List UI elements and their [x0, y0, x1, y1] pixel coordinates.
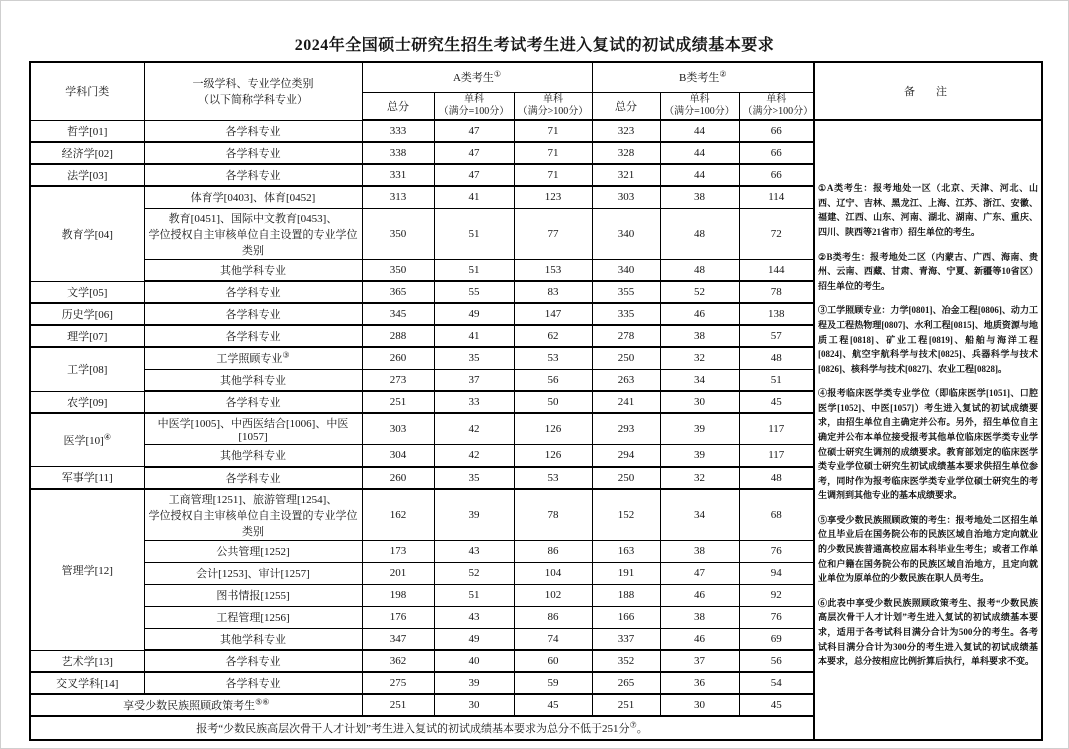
- score-cell: 275: [362, 672, 434, 694]
- score-cell: 37: [660, 650, 739, 672]
- header-a-total: 总分: [362, 92, 434, 120]
- score-cell: 71: [514, 164, 592, 186]
- score-cell: 51: [434, 208, 514, 259]
- score-cell: 66: [739, 120, 814, 142]
- score-cell: 323: [592, 120, 660, 142]
- score-cell: 260: [362, 347, 434, 369]
- score-cell: 338: [362, 142, 434, 164]
- score-cell: 86: [514, 606, 592, 628]
- category-cell: 教育学[04]: [30, 186, 144, 281]
- footnote-marker-5-6: ⑤⑥: [255, 697, 270, 707]
- score-cell: 32: [660, 347, 739, 369]
- score-cell: 43: [434, 540, 514, 562]
- header-discipline: [144, 62, 362, 120]
- score-cell: 278: [592, 325, 660, 347]
- major-cell: 工商管理[1251]、旅游管理[1254]、 学位授权自主审核单位自主设置的专业学位类别: [144, 489, 362, 541]
- remark-paragraph-4: ④报考临床医学类专业学位（即临床医学[1051]、口腔医学[1052]、中医[1057]）考生进入复试的初试成绩要求，由招生单位自主确定并公布。另外，招生单位自主确定并公布本单位接受报考其他单位临床医学类专业学位硕士研究生调剂的成绩要求。教育部划定的临床医学类专业学位硕士研究生初试成绩基本要求供招生单位参考，同时作为报考临床医学类专业学位硕士研究生的考生调剂到其他专业的基本成绩要求。: [818, 388, 1039, 501]
- score-cell: 47: [434, 164, 514, 186]
- score-cell: 340: [592, 259, 660, 281]
- score-cell: 153: [514, 259, 592, 281]
- major-cell: 各学科专业: [144, 391, 362, 413]
- score-cell: 34: [660, 489, 739, 541]
- score-cell: 191: [592, 562, 660, 584]
- score-cell: 39: [434, 489, 514, 541]
- score-cell: 53: [514, 467, 592, 489]
- score-cell: 345: [362, 303, 434, 325]
- score-cell: 74: [514, 628, 592, 650]
- score-cell: 33: [434, 391, 514, 413]
- score-cell: 49: [434, 303, 514, 325]
- score-cell: 42: [434, 413, 514, 445]
- category-cell: 工学[08]: [30, 347, 144, 391]
- major-cell: 各学科专业: [144, 164, 362, 186]
- score-cell: 41: [434, 325, 514, 347]
- major-cell: 其他学科专业: [144, 259, 362, 281]
- score-cell: 45: [739, 391, 814, 413]
- remark-paragraph-5: ⑤享受少数民族照顾政策的考生：报考地处二区招生单位且毕业后在国务院公布的民族区域自治地方定向就业的少数民族普通高校应届本科毕业生考生；或者工作单位和户籍在国务院公布的民族区域自治地方，且定向就业单位为原单位的少数民族在职人员考生。: [818, 514, 1039, 584]
- score-cell: 53: [514, 347, 592, 369]
- score-cell: 188: [592, 584, 660, 606]
- major-cell: 其他学科专业: [144, 628, 362, 650]
- score-cell: 39: [660, 445, 739, 467]
- score-cell: 123: [514, 186, 592, 208]
- score-cell: 34: [660, 369, 739, 391]
- score-cell: 241: [592, 391, 660, 413]
- score-cell: 166: [592, 606, 660, 628]
- score-cell: 45: [739, 694, 814, 716]
- score-cell: 250: [592, 467, 660, 489]
- category-cell: 艺术学[13]: [30, 650, 144, 672]
- score-requirements-table: [29, 61, 1043, 741]
- score-cell: 48: [660, 259, 739, 281]
- score-cell: 335: [592, 303, 660, 325]
- score-cell: 30: [660, 694, 739, 716]
- header-b-single100: 单科 （满分=100分）: [660, 92, 739, 120]
- page-title: 2024年全国硕士研究生招生考试考生进入复试的初试成绩基本要求: [294, 37, 775, 54]
- major-cell: 各学科专业: [144, 142, 362, 164]
- score-cell: 126: [514, 413, 592, 445]
- score-cell: 77: [514, 208, 592, 259]
- score-cell: 66: [739, 164, 814, 186]
- major-cell: 会计[1253]、审计[1257]: [144, 562, 362, 584]
- score-cell: 46: [660, 303, 739, 325]
- major-cell: 公共管理[1252]: [144, 540, 362, 562]
- header-b-total: 总分: [592, 92, 660, 120]
- score-cell: 52: [434, 562, 514, 584]
- score-cell: 321: [592, 164, 660, 186]
- score-cell: 251: [592, 694, 660, 716]
- score-cell: 294: [592, 445, 660, 467]
- score-cell: 352: [592, 650, 660, 672]
- score-cell: 54: [739, 672, 814, 694]
- score-cell: 147: [514, 303, 592, 325]
- score-cell: 62: [514, 325, 592, 347]
- score-cell: 38: [660, 325, 739, 347]
- score-cell: 52: [660, 281, 739, 303]
- score-cell: 94: [739, 562, 814, 584]
- score-cell: 251: [362, 391, 434, 413]
- major-cell: 中医学[1005]、中西医结合[1006]、中医[1057]: [144, 413, 362, 445]
- score-cell: 46: [660, 628, 739, 650]
- table-row: [30, 120, 1042, 142]
- score-cell: 51: [739, 369, 814, 391]
- remark-paragraph-1: ①A类考生：报考地处一区（北京、天津、河北、山西、辽宁、吉林、黑龙江、上海、江苏、浙江、安徽、福建、江西、山东、河南、湖北、湖南、广东、重庆、四川、陕西等21省市）招生单位的考生。: [818, 183, 1039, 238]
- score-cell: 76: [739, 540, 814, 562]
- score-cell: 60: [514, 650, 592, 672]
- score-cell: 138: [739, 303, 814, 325]
- score-cell: 350: [362, 259, 434, 281]
- score-cell: 201: [362, 562, 434, 584]
- score-cell: 38: [660, 540, 739, 562]
- category-cell: 交叉学科[14]: [30, 672, 144, 694]
- footnote-marker-2: ②: [719, 69, 727, 79]
- header-discipline-line2: （以下简称学科专业）: [198, 94, 308, 107]
- score-cell: 50: [514, 391, 592, 413]
- footnote-marker-1: ①: [493, 69, 502, 79]
- category-cell: 农学[09]: [30, 391, 144, 413]
- remark-paragraph-6: ⑥此表中享受少数民族照顾政策考生、报考“少数民族高层次骨干人才计划”考生进入复试的初试成绩基本要求，适用于各考试科目满分合计为500分的考生。各考试科目满分合计为300分的考生进入复试的初试成绩基本要求，总分按相应比例折算后执行，单科要求不变。: [818, 597, 1039, 667]
- score-cell: 92: [739, 584, 814, 606]
- score-cell: 288: [362, 325, 434, 347]
- score-cell: 51: [434, 259, 514, 281]
- score-cell: 114: [739, 186, 814, 208]
- score-cell: 313: [362, 186, 434, 208]
- score-cell: 56: [514, 369, 592, 391]
- major-cell: 其他学科专业: [144, 445, 362, 467]
- major-cell: 工学照顾专业③: [144, 347, 362, 369]
- score-cell: 56: [739, 650, 814, 672]
- score-cell: 49: [434, 628, 514, 650]
- score-cell: 333: [362, 120, 434, 142]
- score-cell: 328: [592, 142, 660, 164]
- category-cell: 经济学[02]: [30, 142, 144, 164]
- score-cell: 173: [362, 540, 434, 562]
- score-cell: 144: [739, 259, 814, 281]
- category-cell: 历史学[06]: [30, 303, 144, 325]
- score-cell: 44: [660, 120, 739, 142]
- score-cell: 347: [362, 628, 434, 650]
- score-cell: 163: [592, 540, 660, 562]
- score-cell: 42: [434, 445, 514, 467]
- major-cell: 工程管理[1256]: [144, 606, 362, 628]
- header-a-single-over100: 单科 （满分>100分）: [514, 92, 592, 120]
- major-cell: 各学科专业: [144, 120, 362, 142]
- major-cell: 其他学科专业: [144, 369, 362, 391]
- minority-policy-cell: 享受少数民族照顾政策考生⑤⑥: [30, 694, 362, 716]
- score-cell: 76: [739, 606, 814, 628]
- major-cell: 各学科专业: [144, 325, 362, 347]
- footer-note: 报考“少数民族高层次骨干人才计划”考生进入复试的初试成绩基本要求为总分不低于251分⑦。: [30, 716, 814, 740]
- score-cell: 78: [514, 489, 592, 541]
- header-b-single-over100: 单科 （满分>100分）: [739, 92, 814, 120]
- score-cell: 83: [514, 281, 592, 303]
- score-cell: 46: [660, 584, 739, 606]
- score-cell: 117: [739, 413, 814, 445]
- major-cell: 图书情报[1255]: [144, 584, 362, 606]
- category-cell: 文学[05]: [30, 281, 144, 303]
- score-cell: 102: [514, 584, 592, 606]
- score-cell: 45: [514, 694, 592, 716]
- score-cell: 38: [660, 606, 739, 628]
- category-cell: 军事学[11]: [30, 467, 144, 489]
- category-cell: 哲学[01]: [30, 120, 144, 142]
- score-cell: 86: [514, 540, 592, 562]
- score-cell: 51: [434, 584, 514, 606]
- category-cell: 管理学[12]: [30, 489, 144, 651]
- score-cell: 198: [362, 584, 434, 606]
- score-cell: 41: [434, 186, 514, 208]
- category-cell: 医学[10]④: [30, 413, 144, 467]
- score-cell: 162: [362, 489, 434, 541]
- score-cell: 69: [739, 628, 814, 650]
- score-cell: 44: [660, 142, 739, 164]
- score-cell: 39: [434, 672, 514, 694]
- remark-paragraph-2: ②B类考生：报考地处二区（内蒙古、广西、海南、贵州、云南、西藏、甘肃、青海、宁夏、新疆等10省区）招生单位的考生。: [818, 251, 1039, 291]
- score-cell: 57: [739, 325, 814, 347]
- score-cell: 44: [660, 164, 739, 186]
- header-remarks: 备 注: [814, 62, 1042, 120]
- category-cell: 法学[03]: [30, 164, 144, 186]
- score-cell: 59: [514, 672, 592, 694]
- score-cell: 71: [514, 142, 592, 164]
- score-cell: 303: [592, 186, 660, 208]
- score-cell: 48: [739, 347, 814, 369]
- score-cell: 55: [434, 281, 514, 303]
- score-cell: 78: [739, 281, 814, 303]
- score-cell: 337: [592, 628, 660, 650]
- major-cell: 各学科专业: [144, 281, 362, 303]
- score-cell: 250: [592, 347, 660, 369]
- footnote-marker-3: ③: [282, 350, 290, 360]
- score-cell: 48: [739, 467, 814, 489]
- score-cell: 35: [434, 347, 514, 369]
- score-cell: 117: [739, 445, 814, 467]
- remarks-cell: [814, 120, 1042, 740]
- score-cell: 126: [514, 445, 592, 467]
- score-cell: 331: [362, 164, 434, 186]
- footnote-marker-7: ⑦: [629, 720, 637, 730]
- score-cell: 48: [660, 208, 739, 259]
- score-cell: 39: [660, 413, 739, 445]
- major-cell: 体育学[0403]、体育[0452]: [144, 186, 362, 208]
- score-cell: 265: [592, 672, 660, 694]
- header-category: 学科门类: [30, 62, 144, 120]
- score-cell: 251: [362, 694, 434, 716]
- score-cell: 260: [362, 467, 434, 489]
- category-cell: 理学[07]: [30, 325, 144, 347]
- major-cell: 各学科专业: [144, 650, 362, 672]
- score-cell: 47: [434, 120, 514, 142]
- score-cell: 362: [362, 650, 434, 672]
- score-cell: 176: [362, 606, 434, 628]
- header-discipline-line1: 一级学科、专业学位类别: [192, 78, 314, 91]
- major-cell: 各学科专业: [144, 467, 362, 489]
- header-group-a: A类考生①: [362, 62, 592, 92]
- score-cell: 340: [592, 208, 660, 259]
- remark-paragraph-3: ③工学照顾专业：力学[0801]、冶金工程[0806]、动力工程及工程热物理[0807]、水利工程[0815]、地质资源与地质工程[0818]、矿业工程[0819]、船舶与海洋工程[0824]、航空宇航科学与技术[0825]、兵器科学与技术[0826]、核科学与技术[0827]、农业工程[0828]。: [818, 305, 1039, 374]
- major-cell: 各学科专业: [144, 303, 362, 325]
- score-cell: 30: [660, 391, 739, 413]
- score-cell: 350: [362, 208, 434, 259]
- score-cell: 66: [739, 142, 814, 164]
- major-cell: 各学科专业: [144, 672, 362, 694]
- footnote-marker-4: ④: [103, 432, 111, 442]
- score-cell: 304: [362, 445, 434, 467]
- score-cell: 355: [592, 281, 660, 303]
- score-cell: 72: [739, 208, 814, 259]
- score-cell: 263: [592, 369, 660, 391]
- score-cell: 30: [434, 694, 514, 716]
- score-cell: 71: [514, 120, 592, 142]
- score-cell: 40: [434, 650, 514, 672]
- score-cell: 43: [434, 606, 514, 628]
- score-cell: 104: [514, 562, 592, 584]
- score-cell: 152: [592, 489, 660, 541]
- header-a-single100: 单科 （满分=100分）: [434, 92, 514, 120]
- score-cell: 303: [362, 413, 434, 445]
- score-cell: 36: [660, 672, 739, 694]
- score-cell: 47: [660, 562, 739, 584]
- major-cell: 教育[0451]、国际中文教育[0453]、 学位授权自主审核单位自主设置的专业学位类别: [144, 208, 362, 259]
- score-cell: 47: [434, 142, 514, 164]
- score-cell: 365: [362, 281, 434, 303]
- score-cell: 68: [739, 489, 814, 541]
- score-cell: 273: [362, 369, 434, 391]
- score-cell: 35: [434, 467, 514, 489]
- header-group-b: B类考生②: [592, 62, 814, 92]
- score-cell: 293: [592, 413, 660, 445]
- score-cell: 38: [660, 186, 739, 208]
- score-cell: 37: [434, 369, 514, 391]
- score-cell: 32: [660, 467, 739, 489]
